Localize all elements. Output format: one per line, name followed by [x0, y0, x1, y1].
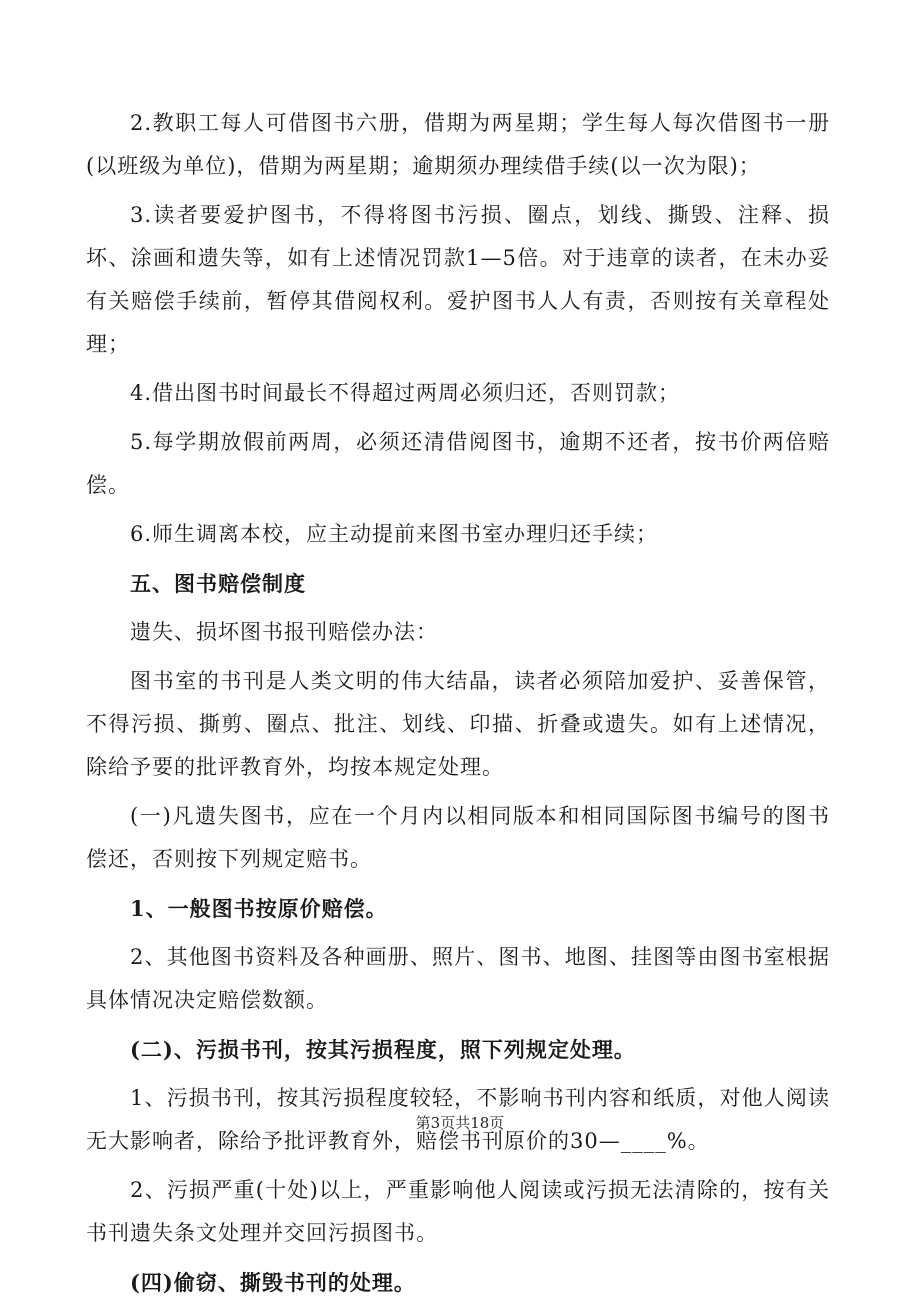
paragraph-library-intro: 图书室的书刊是人类文明的伟大结晶，读者必须陪加爱护、妥善保管，不得污损、撕剪、圈点、批注、划线、印描、折叠或遗失。如有上述情况，除给予要的批评教育外，均按本规定处理。: [86, 669, 830, 779]
subheading-damaged-books: (二)、污损书刊，按其污损程度，照下列规定处理。: [130, 1037, 636, 1062]
paragraph-other-materials: 2、其他图书资料及各种画册、照片、图书、地图、挂图等由图书室根据具体情况决定赔偿数额。: [86, 945, 830, 1012]
paragraph-rule-2: 2.教职工每人可借图书六册，借期为两星期；学生每人每次借图书一册(以班级为单位)，借期为两星期；逾期须办理续借手续(以一次为限)；: [86, 111, 830, 178]
paragraph-rule-3: 3.读者要爱护图书，不得将图书污损、圈点，划线、撕毁、注释、损坏、涂画和遗失等，如有上述情况罚款1—5倍。对于违章的读者，在未办妥有关赔偿手续前，暂停其借阅权利。爱护图书人人有责，否则按有关章程处理；: [86, 203, 830, 356]
paragraph-rule-5: 5.每学期放假前两周，必须还清借阅图书，逾期不还者，按书价两倍赔偿。: [86, 430, 830, 497]
paragraph-light-damage: 1、污损书刊，按其污损程度较轻，不影响书刊内容和纸质，对他人阅读无大影响者，除给予批评教育外，赔偿书刊原价的30—____%。: [86, 1086, 830, 1153]
paragraph-compensation-method: 遗失、损坏图书报刊赔偿办法：: [130, 620, 438, 644]
section-heading-compensation: 五、图书赔偿制度: [130, 571, 306, 596]
subheading-theft: (四)偷窃、撕毁书刊的处理。: [130, 1270, 416, 1295]
paragraph-general-books: 1、一般图书按原价赔偿。: [130, 896, 388, 921]
page-number-footer: 第3页共18页: [415, 1114, 505, 1132]
paragraph-rule-4: 4.借出图书时间最长不得超过两周必须归还，否则罚款；: [130, 381, 681, 405]
paragraph-lost-books: (一)凡遗失图书，应在一个月内以相同版本和相同国际图书编号的图书偿还，否则按下列规定赔书。: [86, 804, 830, 871]
paragraph-severe-damage: 2、污损严重(十处)以上，严重影响他人阅读或污损无法清除的，按有关书刊遗失条文处理并交回污损图书。: [86, 1178, 830, 1245]
paragraph-rule-6: 6.师生调离本校，应主动提前来图书室办理归还手续；: [130, 522, 659, 546]
